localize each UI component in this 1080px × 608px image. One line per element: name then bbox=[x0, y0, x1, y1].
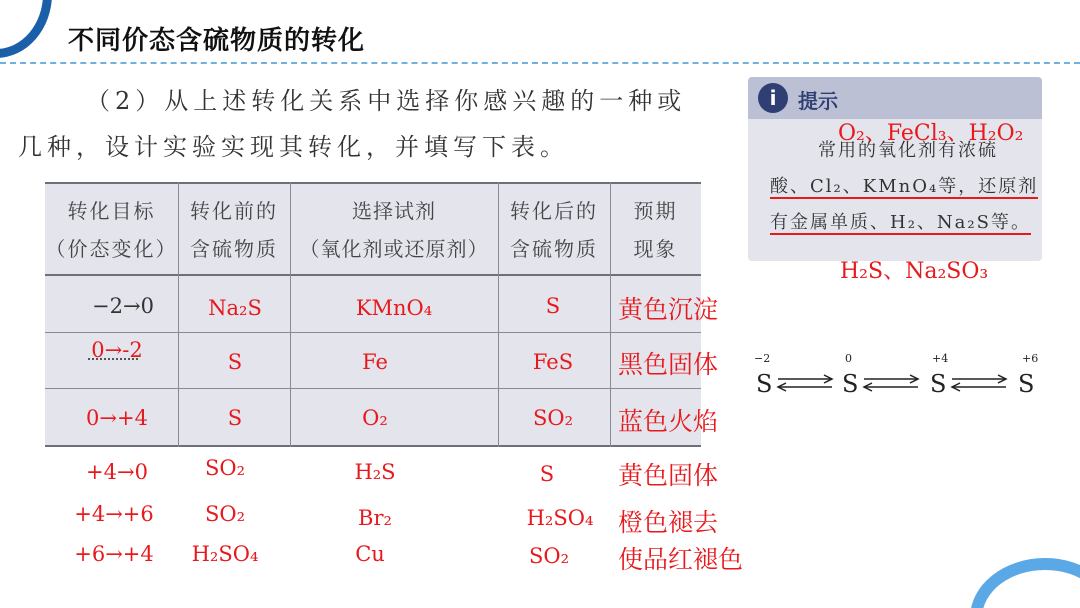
title-divider bbox=[0, 62, 1080, 64]
cell-before: S bbox=[227, 406, 243, 430]
valence-label: +4 bbox=[932, 352, 949, 365]
hint-body bbox=[772, 133, 1040, 241]
double-arrow-icon bbox=[776, 374, 834, 392]
handwritten-annotation-reductants: H₂S、Na₂SO₃ bbox=[840, 259, 989, 284]
hint-box bbox=[748, 77, 1042, 261]
table-rule bbox=[45, 388, 701, 389]
table-header-reagent: 选择试剂 （氧化剂或还原剂） bbox=[299, 199, 489, 261]
cell-before: SO₂ bbox=[204, 502, 246, 526]
sulfur-symbol: S bbox=[1018, 370, 1035, 398]
hint-line-1: 常用的氧化剂有浓硫 bbox=[818, 140, 998, 161]
valence-label: +6 bbox=[1022, 352, 1039, 365]
hint-line-3: 有金属单质、H₂、Na₂S等。 bbox=[770, 212, 1031, 233]
cell-after: SO₂ bbox=[528, 544, 570, 568]
cell-reagent: O₂ bbox=[362, 406, 388, 430]
cell-target: −2→0 bbox=[92, 294, 154, 318]
table-header-before: 转化前的 含硫物质 bbox=[190, 199, 278, 261]
hint-label: 提示 bbox=[798, 89, 838, 113]
cell-phenomenon: 黄色沉淀 bbox=[618, 295, 719, 324]
info-icon: i bbox=[758, 83, 788, 113]
double-arrow-icon bbox=[862, 374, 920, 392]
prompt-line-1: （2）从上述转化关系中选择你感兴趣的一种或 bbox=[86, 87, 687, 115]
cell-target: +6→+4 bbox=[74, 542, 154, 566]
table-rule bbox=[45, 445, 701, 447]
table-rule bbox=[45, 182, 701, 184]
corner-arc-decoration bbox=[0, 0, 52, 58]
cell-phenomenon: 黄色固体 bbox=[618, 461, 719, 490]
table-rule bbox=[45, 332, 701, 333]
cell-phenomenon: 橙色褪去 bbox=[618, 508, 719, 537]
cell-phenomenon: 蓝色火焰 bbox=[618, 407, 719, 436]
cell-reagent: Fe bbox=[362, 350, 388, 374]
handwritten-annotation-oxidants: O₂、FeCl₃、H₂O₂ bbox=[838, 121, 1024, 146]
corner-arc-decoration bbox=[970, 558, 1080, 608]
cell-target: +4→0 bbox=[86, 460, 148, 484]
cell-reagent: Br₂ bbox=[358, 506, 392, 530]
cell-after: S bbox=[545, 294, 561, 318]
cell-after: FeS bbox=[532, 350, 574, 374]
prompt-line-2: 几种，设计实验实现其转化，并填写下表。 bbox=[18, 133, 569, 161]
cell-reagent: KMnO₄ bbox=[355, 296, 433, 320]
table-header-phenomenon: 预期 现象 bbox=[633, 199, 678, 261]
hint-line-2: 酸、Cl₂、KMnO₄等，还原剂 bbox=[770, 176, 1039, 197]
table-header-target: 转化目标 （价态变化） bbox=[45, 199, 178, 261]
table-rule bbox=[45, 274, 701, 276]
cell-after: S bbox=[539, 462, 555, 486]
cell-phenomenon: 黑色固体 bbox=[618, 350, 719, 379]
question-prompt bbox=[18, 78, 726, 170]
page-title: 不同价态含硫物质的转化 bbox=[68, 26, 366, 56]
hint-header bbox=[748, 77, 1042, 119]
table-header-after: 转化后的 含硫物质 bbox=[510, 199, 598, 261]
cell-phenomenon: 使品红褪色 bbox=[618, 545, 744, 574]
valence-label: −2 bbox=[754, 352, 771, 365]
double-arrow-icon bbox=[950, 374, 1008, 392]
sulfur-valence-chain bbox=[752, 352, 1042, 404]
sulfur-symbol: S bbox=[930, 370, 947, 398]
cell-before: Na₂S bbox=[208, 296, 262, 320]
cell-target: 0→+4 bbox=[86, 406, 148, 430]
cell-before: H₂SO₄ bbox=[191, 542, 259, 566]
cell-after: H₂SO₄ bbox=[526, 506, 594, 530]
crossed-original-entry bbox=[88, 358, 138, 360]
cell-before: SO₂ bbox=[204, 456, 246, 480]
cell-reagent: H₂S bbox=[354, 460, 396, 484]
cell-target: 0→-2 bbox=[91, 338, 143, 362]
sulfur-symbol: S bbox=[756, 370, 773, 398]
cell-after: SO₂ bbox=[532, 406, 574, 430]
valence-label: 0 bbox=[845, 352, 852, 365]
sulfur-symbol: S bbox=[842, 370, 859, 398]
cell-reagent: Cu bbox=[355, 542, 385, 566]
cell-target: +4→+6 bbox=[74, 502, 154, 526]
cell-before: S bbox=[227, 350, 243, 374]
